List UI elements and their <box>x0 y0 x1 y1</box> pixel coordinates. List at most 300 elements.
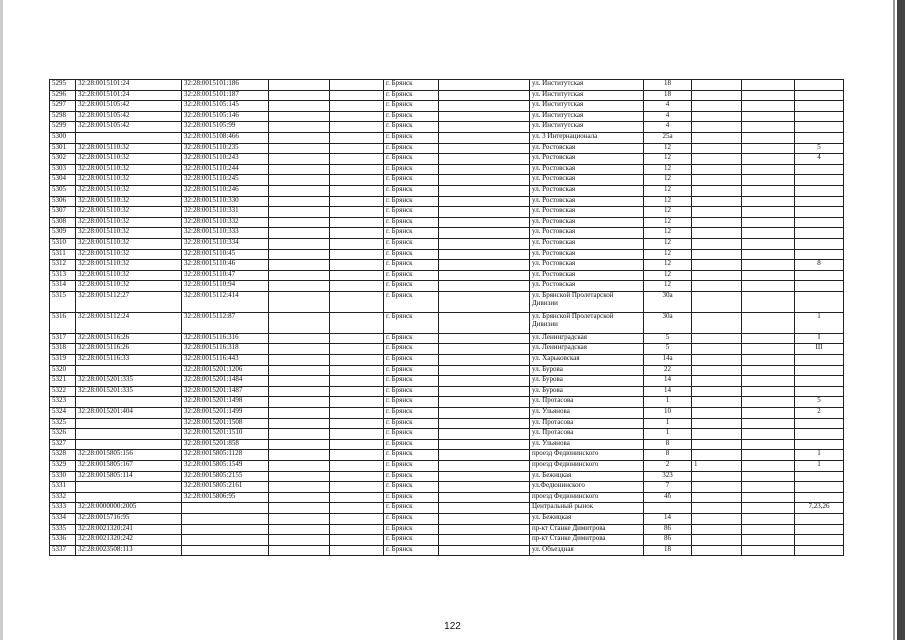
house-number-cell: 14 <box>644 386 692 397</box>
row-number-cell: 5320 <box>50 365 76 376</box>
row-number-cell: 5312 <box>50 260 76 271</box>
city-cell: г. Брянск <box>384 249 439 260</box>
col-11-cell <box>742 217 795 228</box>
col-4-cell <box>269 513 330 524</box>
col-4-cell <box>269 461 330 472</box>
cadastral-object-number-cell: 32:28:0015110:331 <box>182 207 269 218</box>
street-cell: ул.Федюнинского <box>530 482 644 493</box>
cadastral-object-number-cell: 32:28:0015201:858 <box>182 439 269 450</box>
house-number-cell: 12 <box>644 260 692 271</box>
table-row <box>50 524 844 535</box>
col-4-cell <box>269 312 330 333</box>
col-10-cell <box>692 238 742 249</box>
col-7-cell <box>439 132 530 143</box>
col-5-cell <box>330 418 384 429</box>
col-5-cell <box>330 185 384 196</box>
cadastral-object-number-cell: 32:28:0015101:187 <box>182 90 269 101</box>
row-number-cell: 5332 <box>50 492 76 503</box>
cadastral-land-number-cell: 32:28:0015110:32 <box>76 196 182 207</box>
col-5-cell <box>330 270 384 281</box>
row-number-cell: 5335 <box>50 524 76 535</box>
street-cell: ул. Ленинградская <box>530 344 644 355</box>
cadastral-land-number-cell: 32:28:0021320:242 <box>76 535 182 546</box>
cadastral-land-number-cell: 32:28:0015110:32 <box>76 249 182 260</box>
house-number-cell: 12 <box>644 143 692 154</box>
house-number-cell: 4б <box>644 492 692 503</box>
col-4-cell <box>269 344 330 355</box>
table-row <box>50 513 844 524</box>
street-cell: ул. Ростовская <box>530 143 644 154</box>
table-row <box>50 217 844 228</box>
col-10-cell <box>692 175 742 186</box>
col-11-cell <box>742 397 795 408</box>
col-4-cell <box>269 207 330 218</box>
col-4-cell <box>269 386 330 397</box>
street-cell: пр-кт Станке Димитрова <box>530 524 644 535</box>
street-cell: ул. Ростовская <box>530 270 644 281</box>
row-number-cell: 5304 <box>50 175 76 186</box>
col-10-cell <box>692 122 742 133</box>
cadastral-land-number-cell: 32:28:0015112:27 <box>76 291 182 312</box>
table-row <box>50 503 844 514</box>
col-10-cell <box>692 132 742 143</box>
row-number-cell: 5314 <box>50 281 76 292</box>
city-cell: г. Брянск <box>384 132 439 143</box>
col-5-cell <box>330 439 384 450</box>
col-5-cell <box>330 249 384 260</box>
house-number-cell: 18 <box>644 545 692 556</box>
cadastral-object-number-cell: 32:28:0015108:466 <box>182 132 269 143</box>
table-row <box>50 80 844 91</box>
row-number-cell: 5321 <box>50 376 76 387</box>
col-7-cell <box>439 312 530 333</box>
table-row <box>50 270 844 281</box>
house-number-cell: 4 <box>644 122 692 133</box>
col-7-cell <box>439 408 530 419</box>
apartment-cell <box>795 122 844 133</box>
apartment-cell <box>795 291 844 312</box>
city-cell: г. Брянск <box>384 122 439 133</box>
col-5-cell <box>330 397 384 408</box>
apartment-cell <box>795 90 844 101</box>
street-cell: ул. Ростовская <box>530 196 644 207</box>
street-cell: ул. Брянской Пролетарской Дивизии <box>530 291 644 312</box>
cadastral-land-number-cell: 32:28:0015116:26 <box>76 344 182 355</box>
col-4-cell <box>269 90 330 101</box>
city-cell: г. Брянск <box>384 344 439 355</box>
city-cell: г. Брянск <box>384 154 439 165</box>
cadastral-object-number-cell: 32:28:0015110:235 <box>182 143 269 154</box>
col-10-cell <box>692 376 742 387</box>
street-cell: ул. Ростовская <box>530 260 644 271</box>
row-number-cell: 5305 <box>50 185 76 196</box>
cadastral-object-number-cell: 32:28:0015110:46 <box>182 260 269 271</box>
house-number-cell: 12 <box>644 154 692 165</box>
row-number-cell: 5334 <box>50 513 76 524</box>
col-7-cell <box>439 397 530 408</box>
house-number-cell: 2 <box>644 461 692 472</box>
table-row <box>50 492 844 503</box>
table-row <box>50 207 844 218</box>
cadastral-land-number-cell <box>76 482 182 493</box>
col-5-cell <box>330 535 384 546</box>
col-4-cell <box>269 260 330 271</box>
cadastral-object-number-cell: 32:28:0015110:330 <box>182 196 269 207</box>
street-cell: ул. Протасова <box>530 429 644 440</box>
row-number-cell: 5337 <box>50 545 76 556</box>
cadastral-object-number-cell: 32:28:0015105:145 <box>182 101 269 112</box>
col-10-cell <box>692 545 742 556</box>
cadastral-object-number-cell: 32:28:0015105:99 <box>182 122 269 133</box>
col-11-cell <box>742 492 795 503</box>
house-number-cell: 12 <box>644 249 692 260</box>
row-number-cell: 5316 <box>50 312 76 333</box>
table-row <box>50 545 844 556</box>
col-5-cell <box>330 111 384 122</box>
col-10-cell <box>692 408 742 419</box>
city-cell: г. Брянск <box>384 524 439 535</box>
col-10-cell <box>692 80 742 91</box>
cadastral-object-number-cell: 32:28:0015201:1498 <box>182 397 269 408</box>
house-number-cell: 5 <box>644 344 692 355</box>
city-cell: г. Брянск <box>384 333 439 344</box>
col-10-cell <box>692 143 742 154</box>
col-4-cell <box>269 101 330 112</box>
street-cell: ул. Харьковская <box>530 355 644 366</box>
col-4-cell <box>269 471 330 482</box>
col-4-cell <box>269 545 330 556</box>
table-row <box>50 376 844 387</box>
row-number-cell: 5331 <box>50 482 76 493</box>
street-cell: ул. Ростовская <box>530 185 644 196</box>
col-11-cell <box>742 418 795 429</box>
cadastral-object-number-cell: 32:28:0015110:94 <box>182 281 269 292</box>
col-11-cell <box>742 249 795 260</box>
city-cell: г. Брянск <box>384 228 439 239</box>
col-5-cell <box>330 238 384 249</box>
house-number-cell: 12 <box>644 228 692 239</box>
row-number-cell: 5297 <box>50 101 76 112</box>
col-11-cell <box>742 355 795 366</box>
cadastral-object-number-cell: 32:28:0015805:2161 <box>182 482 269 493</box>
street-cell: ул. Институтская <box>530 122 644 133</box>
house-number-cell: 14 <box>644 513 692 524</box>
table-row <box>50 175 844 186</box>
cadastral-land-number-cell: 32:28:0015110:32 <box>76 217 182 228</box>
apartment-cell <box>795 545 844 556</box>
city-cell: г. Брянск <box>384 461 439 472</box>
cadastral-object-number-cell: 32:28:0015110:246 <box>182 185 269 196</box>
col-11-cell <box>742 101 795 112</box>
apartment-cell: 1 <box>795 461 844 472</box>
street-cell: ул. Ростовская <box>530 281 644 292</box>
col-10-cell <box>692 249 742 260</box>
cadastral-land-number-cell: 32:28:0015110:32 <box>76 281 182 292</box>
col-10-cell <box>692 228 742 239</box>
col-11-cell <box>742 344 795 355</box>
cadastral-object-number-cell: 32:28:0015805:1549 <box>182 461 269 472</box>
cadastral-object-number-cell: 32:28:0015110:45 <box>182 249 269 260</box>
cadastral-object-number-cell: 32:28:0015112:87 <box>182 312 269 333</box>
house-number-cell: 86 <box>644 524 692 535</box>
street-cell: ул. Ростовская <box>530 175 644 186</box>
cadastral-object-number-cell: 32:28:0015201:1484 <box>182 376 269 387</box>
apartment-cell: III <box>795 344 844 355</box>
scan-right-edge-shadow <box>893 0 895 640</box>
col-7-cell <box>439 154 530 165</box>
street-cell: ул. Ростовская <box>530 238 644 249</box>
cadastral-land-number-cell <box>76 365 182 376</box>
col-11-cell <box>742 90 795 101</box>
apartment-cell <box>795 492 844 503</box>
house-number-cell <box>644 503 692 514</box>
col-11-cell <box>742 164 795 175</box>
apartment-cell <box>795 418 844 429</box>
col-4-cell <box>269 238 330 249</box>
row-number-cell: 5311 <box>50 249 76 260</box>
table-row <box>50 471 844 482</box>
col-11-cell <box>742 333 795 344</box>
table-row <box>50 365 844 376</box>
city-cell: г. Брянск <box>384 175 439 186</box>
row-number-cell: 5313 <box>50 270 76 281</box>
col-7-cell <box>439 376 530 387</box>
col-5-cell <box>330 175 384 186</box>
cadastral-object-number-cell: 32:28:0015201:1508 <box>182 418 269 429</box>
col-10-cell <box>692 101 742 112</box>
row-number-cell: 5301 <box>50 143 76 154</box>
col-10-cell <box>692 154 742 165</box>
col-4-cell <box>269 196 330 207</box>
col-5-cell <box>330 154 384 165</box>
apartment-cell <box>795 132 844 143</box>
col-4-cell <box>269 355 330 366</box>
col-11-cell <box>742 154 795 165</box>
row-number-cell: 5300 <box>50 132 76 143</box>
table-row <box>50 90 844 101</box>
street-cell: ул. Ростовская <box>530 207 644 218</box>
col-11-cell <box>742 429 795 440</box>
col-5-cell <box>330 90 384 101</box>
col-5-cell <box>330 376 384 387</box>
cadastral-land-number-cell: 32:28:0015112:24 <box>76 312 182 333</box>
col-4-cell <box>269 228 330 239</box>
row-number-cell: 5298 <box>50 111 76 122</box>
col-10-cell <box>692 482 742 493</box>
col-7-cell <box>439 260 530 271</box>
col-10-cell <box>692 365 742 376</box>
cadastral-land-number-cell: 32:28:0015110:32 <box>76 175 182 186</box>
col-5-cell <box>330 386 384 397</box>
table-row <box>50 281 844 292</box>
col-5-cell <box>330 291 384 312</box>
street-cell: ул. Институтская <box>530 101 644 112</box>
table-row <box>50 439 844 450</box>
street-cell: ул. Ростовская <box>530 249 644 260</box>
col-11-cell <box>742 471 795 482</box>
cadastral-land-number-cell: 32:28:0015110:32 <box>76 228 182 239</box>
house-number-cell: 8 <box>644 450 692 461</box>
table-row <box>50 429 844 440</box>
col-4-cell <box>269 333 330 344</box>
cadastral-land-number-cell: 32:28:0015201:335 <box>76 386 182 397</box>
cadastral-object-number-cell: 32:28:0015110:243 <box>182 154 269 165</box>
city-cell: г. Брянск <box>384 513 439 524</box>
cadastral-land-number-cell: 32:28:0015110:32 <box>76 270 182 281</box>
col-10-cell <box>692 386 742 397</box>
col-7-cell <box>439 270 530 281</box>
table-row <box>50 535 844 546</box>
col-11-cell <box>742 439 795 450</box>
col-5-cell <box>330 344 384 355</box>
city-cell: г. Брянск <box>384 439 439 450</box>
cadastral-land-number-cell: 32:28:0000000:2005 <box>76 503 182 514</box>
col-10-cell <box>692 439 742 450</box>
apartment-cell: 1 <box>795 312 844 333</box>
city-cell: г. Брянск <box>384 376 439 387</box>
city-cell: г. Брянск <box>384 450 439 461</box>
col-10-cell <box>692 111 742 122</box>
table-row <box>50 196 844 207</box>
apartment-cell <box>795 281 844 292</box>
house-number-cell: 12 <box>644 217 692 228</box>
house-number-cell: 25а <box>644 132 692 143</box>
apartment-cell: 2 <box>795 408 844 419</box>
row-number-cell: 5324 <box>50 408 76 419</box>
street-cell: ул. Ульянова <box>530 408 644 419</box>
house-number-cell: 8 <box>644 439 692 450</box>
col-7-cell <box>439 524 530 535</box>
col-4-cell <box>269 217 330 228</box>
street-cell: ул. Ростовская <box>530 164 644 175</box>
street-cell: проезд Федюнинского <box>530 450 644 461</box>
city-cell: г. Брянск <box>384 270 439 281</box>
col-10-cell <box>692 281 742 292</box>
apartment-cell <box>795 217 844 228</box>
cadastral-land-number-cell: 32:28:0015110:32 <box>76 143 182 154</box>
col-10-cell <box>692 333 742 344</box>
col-11-cell <box>742 175 795 186</box>
col-5-cell <box>330 471 384 482</box>
col-4-cell <box>269 535 330 546</box>
col-10-cell <box>692 450 742 461</box>
apartment-cell <box>795 524 844 535</box>
col-4-cell <box>269 132 330 143</box>
apartment-cell: 5 <box>795 143 844 154</box>
row-number-cell: 5333 <box>50 503 76 514</box>
house-number-cell: 12 <box>644 281 692 292</box>
col-7-cell <box>439 101 530 112</box>
col-5-cell <box>330 461 384 472</box>
cadastral-land-number-cell: 32:28:0015110:32 <box>76 154 182 165</box>
cadastral-land-number-cell: 32:28:0015105:42 <box>76 101 182 112</box>
col-7-cell <box>439 535 530 546</box>
apartment-cell: 8 <box>795 260 844 271</box>
table-row <box>50 228 844 239</box>
col-10-cell <box>692 291 742 312</box>
col-5-cell <box>330 281 384 292</box>
cadastral-object-number-cell <box>182 535 269 546</box>
street-cell: ул. Бежицкая <box>530 471 644 482</box>
col-4-cell <box>269 270 330 281</box>
col-11-cell <box>742 228 795 239</box>
cadastral-land-number-cell: 32:28:0015101:24 <box>76 90 182 101</box>
col-5-cell <box>330 524 384 535</box>
col-5-cell <box>330 80 384 91</box>
house-number-cell: 4 <box>644 111 692 122</box>
col-5-cell <box>330 132 384 143</box>
cadastral-object-number-cell <box>182 545 269 556</box>
city-cell: г. Брянск <box>384 281 439 292</box>
house-number-cell: 22 <box>644 365 692 376</box>
col-7-cell <box>439 513 530 524</box>
col-7-cell <box>439 90 530 101</box>
col-11-cell <box>742 365 795 376</box>
house-number-cell: 1 <box>644 397 692 408</box>
col-11-cell <box>742 503 795 514</box>
street-cell: ул. Институтская <box>530 111 644 122</box>
col-10-cell <box>692 355 742 366</box>
house-number-cell: 14 <box>644 376 692 387</box>
city-cell: г. Брянск <box>384 535 439 546</box>
col-11-cell <box>742 143 795 154</box>
house-number-cell: 12 <box>644 164 692 175</box>
row-number-cell: 5302 <box>50 154 76 165</box>
cadastral-object-number-cell: 32:28:0015110:245 <box>182 175 269 186</box>
city-cell: г. Брянск <box>384 365 439 376</box>
col-7-cell <box>439 333 530 344</box>
col-7-cell <box>439 196 530 207</box>
city-cell: г. Брянск <box>384 482 439 493</box>
col-4-cell <box>269 281 330 292</box>
cadastral-object-number-cell <box>182 503 269 514</box>
col-11-cell <box>742 185 795 196</box>
city-cell: г. Брянск <box>384 185 439 196</box>
col-10-cell: 1 <box>692 461 742 472</box>
cadastral-land-number-cell: 32:28:0015805:156 <box>76 450 182 461</box>
cadastral-object-number-cell: 32:28:0015110:47 <box>182 270 269 281</box>
col-5-cell <box>330 164 384 175</box>
row-number-cell: 5315 <box>50 291 76 312</box>
apartment-cell <box>795 111 844 122</box>
col-5-cell <box>330 217 384 228</box>
col-10-cell <box>692 503 742 514</box>
col-4-cell <box>269 111 330 122</box>
house-number-cell: 1 <box>644 418 692 429</box>
table-row <box>50 333 844 344</box>
apartment-cell <box>795 228 844 239</box>
col-7-cell <box>439 344 530 355</box>
cadastral-land-number-cell: 32:28:0023508:113 <box>76 545 182 556</box>
table-row <box>50 291 844 312</box>
table-row <box>50 312 844 333</box>
apartment-cell: I <box>795 333 844 344</box>
table-row <box>50 386 844 397</box>
col-7-cell <box>439 439 530 450</box>
cadastral-object-number-cell: 32:28:0015116:318 <box>182 344 269 355</box>
apartment-cell: 4 <box>795 154 844 165</box>
street-cell: ул. 3 Интернационала <box>530 132 644 143</box>
col-11-cell <box>742 386 795 397</box>
city-cell: г. Брянск <box>384 503 439 514</box>
city-cell: г. Брянск <box>384 408 439 419</box>
cadastral-land-number-cell: 32:28:0015116:33 <box>76 355 182 366</box>
col-5-cell <box>330 143 384 154</box>
house-number-cell: 30а <box>644 291 692 312</box>
house-number-cell: 12 <box>644 270 692 281</box>
house-number-cell: 18 <box>644 90 692 101</box>
city-cell: г. Брянск <box>384 238 439 249</box>
